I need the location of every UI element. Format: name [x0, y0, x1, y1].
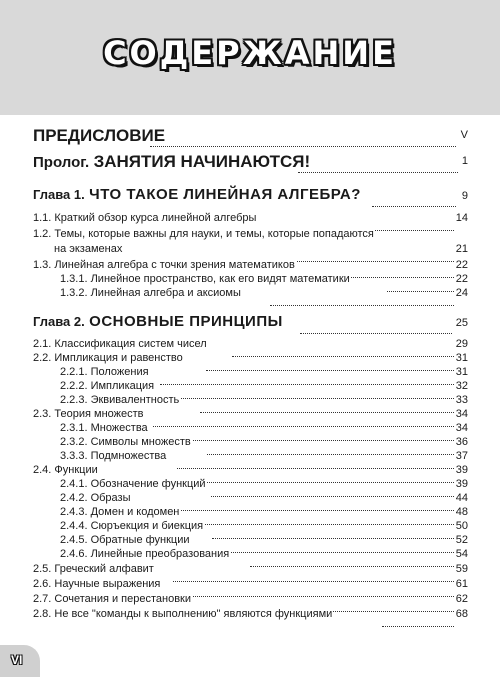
toc-entry-page: 34: [455, 422, 468, 434]
toc-entry-label: 1.2. Темы, которые важны для науки, и темы, которые попадаются: [33, 228, 374, 240]
toc-entry-page: 24: [455, 287, 468, 299]
toc-entry-label: 1.3.1. Линейное пространство, как его видят математики: [60, 273, 350, 285]
toc-entry-page: 61: [455, 578, 468, 590]
toc-chapter-1: [0, 186, 500, 206]
leader-dots: [270, 287, 454, 306]
toc-entry-label: 2.4.1. Обозначение функций: [60, 478, 206, 490]
chapter-title: ОСНОВНЫЕ ПРИНЦИПЫ: [89, 313, 283, 330]
toc-chapter-2: [0, 313, 500, 333]
toc-entry-page: 31: [455, 366, 468, 378]
toc-entry-page: 31: [455, 352, 468, 364]
toc-entry-page: 22: [455, 273, 468, 285]
toc-entry-page: 52: [455, 534, 468, 546]
toc-entry-label: 3.3.3. Подмножества: [60, 450, 167, 462]
toc-entry-label: 1.3. Линейная алгебра с точки зрения математиков: [33, 259, 295, 271]
toc-entry-page: 59: [455, 563, 468, 575]
toc-entry-label: 2.4.3. Домен и кодомен: [60, 506, 180, 518]
toc-entry-label: 1.3.2. Линейная алгебра и аксиомы: [60, 287, 241, 299]
toc-entry-label: 2.5. Греческий алфавит: [33, 563, 154, 575]
toc-entry-page: 25: [455, 317, 468, 329]
toc-entry-label: 2.6. Научные выражения: [33, 578, 161, 590]
title-banner: [0, 0, 500, 115]
leader-dots: [382, 608, 454, 627]
toc-entry-page: 48: [455, 506, 468, 518]
toc-entry-label: 2.4. Функции: [33, 464, 98, 476]
toc-entry-label: 2.3.1. Множества: [60, 422, 148, 434]
toc-entry-prefix: Пролог.: [33, 154, 90, 171]
toc-entry-page: 36: [455, 436, 468, 448]
toc-entry-label: 2.3.2. Символы множеств: [60, 436, 191, 448]
page-number: VI: [11, 653, 23, 667]
toc-entry: [0, 287, 500, 305]
page-number-tab: [0, 645, 40, 677]
toc-entry-page: V: [460, 129, 468, 141]
toc-entry-preface: [0, 126, 500, 146]
toc-entry-label: 2.2.3. Эквивалентность: [60, 394, 180, 406]
toc-entry-page: 68: [455, 608, 468, 620]
leader-dots: [298, 152, 458, 173]
toc-entry-label: 2.4.2. Образы: [60, 492, 131, 504]
toc-entry-page: 39: [455, 478, 468, 490]
toc-entry-page: 50: [455, 520, 468, 532]
toc-entry-prologue: [0, 152, 500, 172]
toc-entry-page: 37: [455, 450, 468, 462]
toc-entry-label: 2.4.4. Сюръекция и биекция: [60, 520, 204, 532]
toc-entry-label: 2.3. Теория множеств: [33, 408, 144, 420]
toc-entry-label: 2.2.2. Импликация: [60, 380, 155, 392]
toc-entry-page: 1: [461, 155, 468, 167]
toc-entry-label: 2.4.5. Обратные функции: [60, 534, 190, 546]
toc-entry-label: 1.1. Краткий обзор курса линейной алгебры: [33, 212, 257, 224]
toc-entry-page: 21: [455, 243, 468, 255]
toc-entry-page: 9: [461, 190, 468, 202]
toc-entry-label: 2.2.1. Положения: [60, 366, 149, 378]
toc-entry-page: 14: [455, 212, 468, 224]
toc-entry-page: 29: [455, 338, 468, 350]
toc-entry-page: 39: [455, 464, 468, 476]
chapter-prefix: Глава 2.: [33, 314, 85, 329]
toc-entry-label: ЗАНЯТИЯ НАЧИНАЮТСЯ!: [93, 152, 311, 171]
toc-entry-label: ПРЕДИСЛОВИЕ: [33, 126, 166, 145]
toc-entry-label: 2.2. Импликация и равенство: [33, 352, 183, 364]
toc-entry-page: 44: [455, 492, 468, 504]
leader-dots: [150, 126, 456, 147]
toc-entry-label: 2.8. Не все "команды к выполнению" являются функциями: [33, 608, 333, 620]
toc-entry-page: 54: [455, 548, 468, 560]
leader-dots: [372, 186, 456, 207]
chapter-prefix: Глава 1.: [33, 187, 85, 202]
toc-entry-label: 2.7. Сочетания и перестановки: [33, 593, 192, 605]
toc-entry-page: 22: [455, 259, 468, 271]
toc-entry-label: на экзаменах: [54, 243, 123, 255]
page-title: СОДЕРЖАНИЕ: [103, 34, 397, 72]
toc-entry: [0, 608, 500, 626]
toc-entry-label: 2.4.6. Линейные преобразования: [60, 548, 230, 560]
chapter-title: ЧТО ТАКОЕ ЛИНЕЙНАЯ АЛГЕБРА?: [89, 186, 361, 203]
leader-dots: [300, 313, 452, 334]
toc-entry-label: 2.1. Классификация систем чисел: [33, 338, 207, 350]
toc-entry-page: 62: [455, 593, 468, 605]
toc-entry-page: 33: [455, 394, 468, 406]
toc-entry-page: 34: [455, 408, 468, 420]
toc-entry-page: 32: [455, 380, 468, 392]
